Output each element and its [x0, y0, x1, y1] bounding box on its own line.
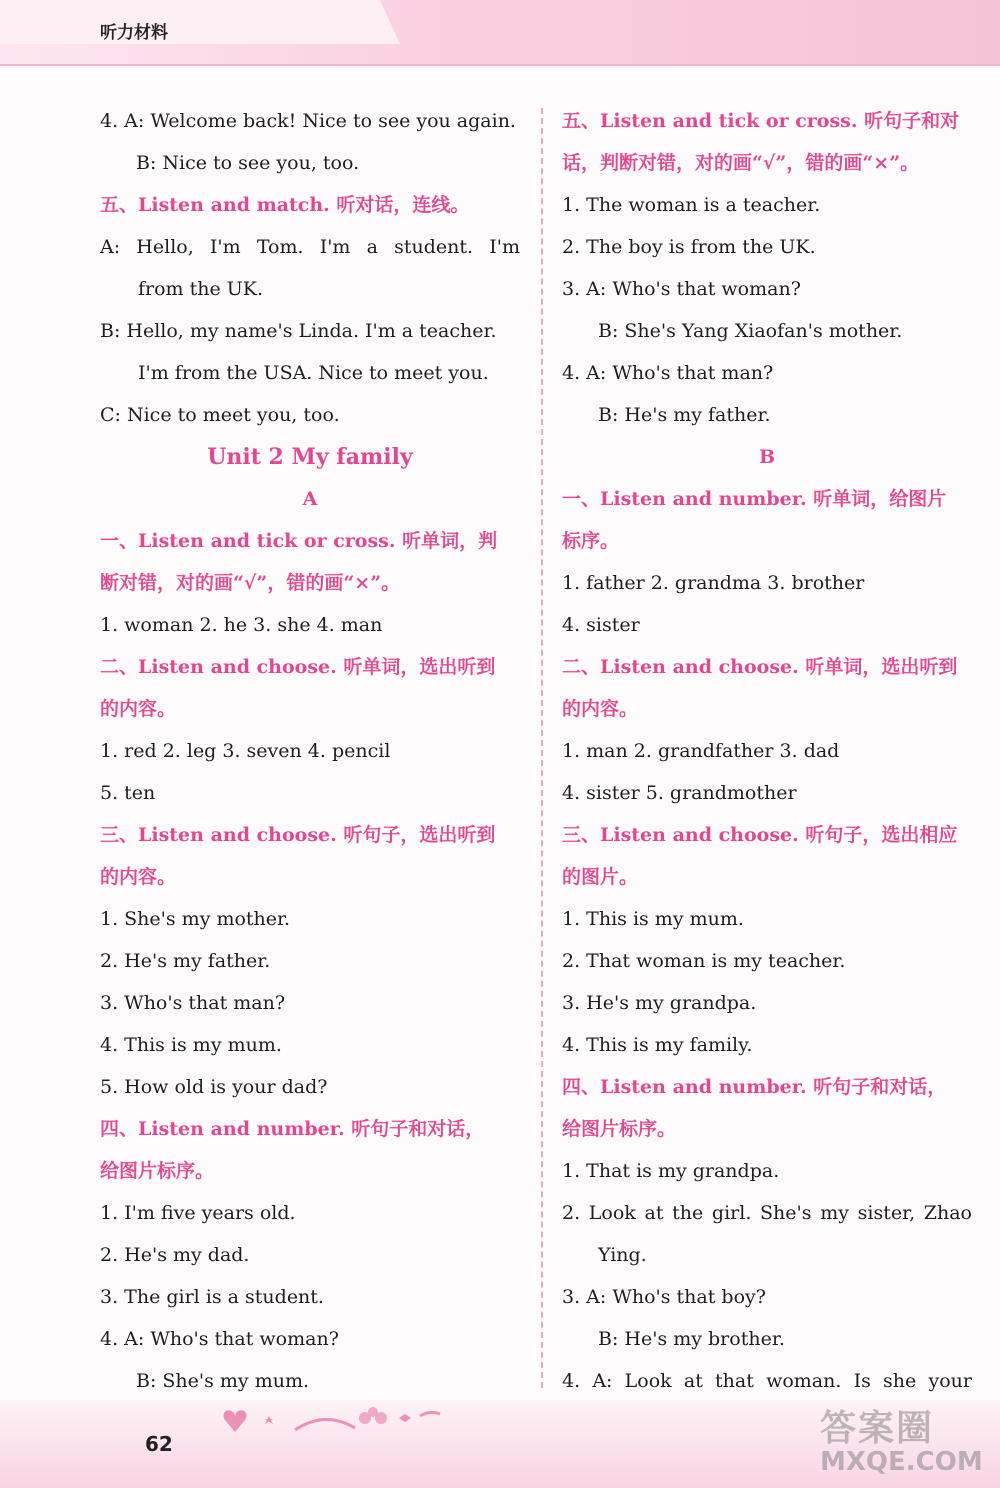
- text-line: B: She's Yang Xiaofan's mother.: [598, 320, 903, 342]
- section-heading: 五、Listen and tick or cross. 听句子和对: [562, 110, 960, 132]
- section-heading: 二、Listen and choose. 听单词，选出听到: [562, 656, 958, 678]
- text-line: 4. sister: [562, 614, 640, 636]
- section-heading: 的内容。: [562, 698, 639, 720]
- section-heading: 一、Listen and tick or cross. 听单词，判: [100, 530, 498, 552]
- section-heading: 四、Listen and number. 听句子和对话，: [100, 1118, 485, 1140]
- text-line: 3. A: Who's that woman?: [562, 278, 801, 300]
- section-heading: 的内容。: [100, 866, 177, 888]
- text-line: 2. He's my father.: [100, 950, 271, 972]
- text-line: 4. This is my mum.: [100, 1034, 282, 1056]
- part-heading: A: [302, 488, 318, 510]
- section-heading: 的内容。: [100, 698, 177, 720]
- text-line: B: Hello, my name's Linda. I'm a teacher.: [100, 320, 497, 342]
- watermark-logo: [820, 1400, 990, 1484]
- page-number: 62: [145, 1432, 173, 1456]
- text-line: 4. A: Welcome back! Nice to see you again.: [100, 110, 516, 132]
- text-line: 3. The girl is a student.: [100, 1286, 324, 1308]
- watermark-line1: 答案圈: [820, 1408, 935, 1449]
- text-line: 4. A: Who's that man?: [562, 362, 774, 384]
- text-line: C: Nice to meet you, too.: [100, 404, 340, 426]
- section-heading: 三、Listen and choose. 听句子，选出听到: [100, 824, 496, 846]
- text-line: 1. red 2. leg 3. seven 4. pencil: [100, 740, 391, 762]
- text-line: 2. The boy is from the UK.: [562, 236, 816, 258]
- text-line: 1. father 2. grandma 3. brother: [562, 572, 865, 594]
- text-line: 1. man 2. grandfather 3. dad: [562, 740, 840, 762]
- section-heading: 标序。: [562, 530, 620, 552]
- section-heading: 断对错，对的画“√”，错的画“×”。: [100, 572, 401, 594]
- text-line: 2. That woman is my teacher.: [562, 950, 846, 972]
- header-tab: [0, 0, 400, 44]
- text-line: 1. woman 2. he 3. she 4. man: [100, 614, 383, 636]
- flower-heart-decoration: [215, 1400, 445, 1440]
- text-line: 4. This is my family.: [562, 1034, 753, 1056]
- text-line: 3. Who's that man?: [100, 992, 286, 1014]
- text-line: 5. ten: [100, 782, 156, 804]
- text-line: 1. I'm five years old.: [100, 1202, 296, 1224]
- text-line: A: Hello, I'm Tom. I'm a student. I'm: [100, 236, 520, 258]
- section-heading: 的图片。: [562, 866, 639, 888]
- section-heading: 话，判断对错，对的画“√”，错的画“×”。: [562, 152, 920, 174]
- text-line: 5. How old is your dad?: [100, 1076, 328, 1098]
- text-line: B: He's my father.: [598, 404, 771, 426]
- text-line: from the UK.: [138, 278, 264, 300]
- text-line: B: He's my brother.: [598, 1328, 785, 1350]
- section-heading: 给图片标序。: [100, 1160, 215, 1182]
- text-line: Ying.: [598, 1244, 647, 1266]
- section-heading: 五、Listen and match. 听对话，连线。: [100, 194, 470, 216]
- text-line: B: Nice to see you, too.: [136, 152, 360, 174]
- section-heading: 四、Listen and number. 听句子和对话，: [562, 1076, 947, 1098]
- part-heading: B: [758, 446, 776, 468]
- section-label: 听力材料: [100, 23, 168, 43]
- text-line: 2. He's my dad.: [100, 1244, 250, 1266]
- text-line: B: She's my mum.: [136, 1370, 310, 1392]
- section-heading: 三、Listen and choose. 听句子，选出相应: [562, 824, 958, 846]
- text-line: I'm from the USA. Nice to meet you.: [138, 362, 489, 384]
- left-column: [100, 100, 520, 1402]
- column-divider: [541, 108, 543, 1388]
- right-column: [562, 100, 972, 1444]
- text-line: 1. That is my grandpa.: [562, 1160, 780, 1182]
- section-heading: 一、Listen and number. 听单词，给图片: [562, 488, 947, 510]
- text-line: 1. She's my mother.: [100, 908, 291, 930]
- text-line: 3. He's my grandpa.: [562, 992, 757, 1014]
- text-line: 4. A: Who's that woman?: [100, 1328, 339, 1350]
- text-line: 3. A: Who's that boy?: [562, 1286, 766, 1308]
- text-line: 4. sister 5. grandmother: [562, 782, 797, 804]
- text-line: 1. This is my mum.: [562, 908, 744, 930]
- unit-title: Unit 2 My family: [207, 444, 413, 470]
- text-line: 2. Look at the girl. She's my sister, Zhao: [562, 1202, 972, 1224]
- text-line: 4. A: Look at that woman. Is she your: [562, 1370, 972, 1392]
- section-heading: 给图片标序。: [562, 1118, 677, 1140]
- text-line: 1. The woman is a teacher.: [562, 194, 821, 216]
- watermark-line2: MXQE.COM: [820, 1447, 983, 1477]
- section-heading: 二、Listen and choose. 听单词，选出听到: [100, 656, 496, 678]
